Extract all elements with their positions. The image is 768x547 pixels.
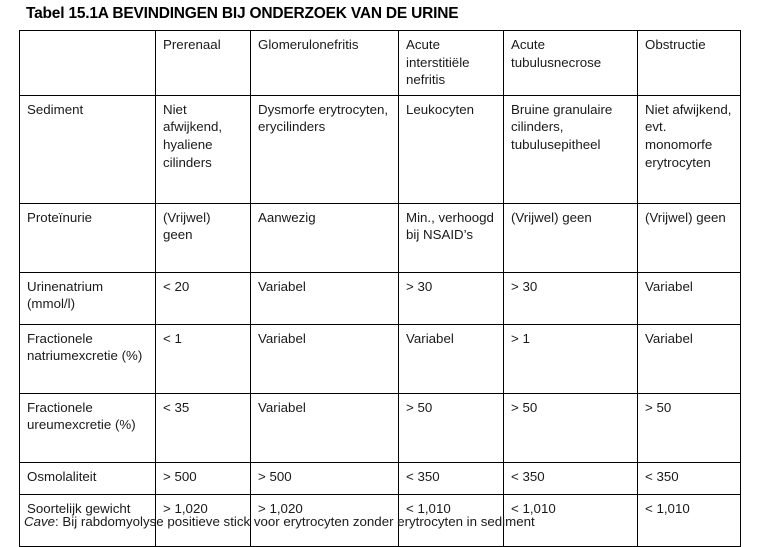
table-cell: Variabel (399, 324, 504, 393)
row-label: Sediment (20, 95, 156, 203)
table-row (20, 462, 741, 494)
urine-findings-table (19, 30, 741, 547)
table-body (20, 95, 741, 546)
table-cell: Niet afwijkend, evt. monomorfe erytrocyten (638, 95, 741, 203)
table-cell: > 500 (251, 462, 399, 494)
footnote-text: : Bij rabdomyolyse positieve stick voor erytrocyten zonder erytrocyten in sediment (55, 514, 535, 529)
row-label: Soortelijk gewicht (20, 494, 156, 546)
row-label: Osmolaliteit (20, 462, 156, 494)
column-header-acute-tubulusnecrose: Acute tubulusnecrose (504, 31, 638, 96)
column-header-prerenaal: Prerenaal (156, 31, 251, 96)
table-cell: Variabel (638, 272, 741, 324)
table-cell: < 35 (156, 393, 251, 462)
table-cell: Aanwezig (251, 203, 399, 272)
table-cell: Min., verhoogd bij NSAID’s (399, 203, 504, 272)
table-cell: < 1,010 (504, 494, 638, 546)
table-cell: Variabel (251, 324, 399, 393)
table-cell: (Vrijwel) geen (504, 203, 638, 272)
table-cell: > 50 (504, 393, 638, 462)
table-cell: (Vrijwel) geen (638, 203, 741, 272)
row-label: Urinenatrium (mmol/l) (20, 272, 156, 324)
table-footnote (24, 513, 535, 531)
column-header-acute-interstitiele-nefritis: Acute interstitiële nefritis (399, 31, 504, 96)
table-cell: Variabel (638, 324, 741, 393)
table-cell: > 1 (504, 324, 638, 393)
table-cell: > 1,020 (156, 494, 251, 546)
table-cell: (Vrijwel) geen (156, 203, 251, 272)
row-label: Fractionele ureumexcretie (%) (20, 393, 156, 462)
table-cell: > 30 (504, 272, 638, 324)
table-cell: Dysmorfe erytrocyten, erycilinders (251, 95, 399, 203)
table-cell: Niet afwijkend, hyaliene cilinders (156, 95, 251, 203)
table-cell: < 1,010 (399, 494, 504, 546)
table-row (20, 324, 741, 393)
table-header (20, 31, 741, 96)
table-cell: < 350 (399, 462, 504, 494)
row-label: Proteïnurie (20, 203, 156, 272)
table-cell: < 1 (156, 324, 251, 393)
table-row (20, 95, 741, 203)
row-label: Fractionele natriumexcretie (%) (20, 324, 156, 393)
column-header-obstructie: Obstructie (638, 31, 741, 96)
table-cell: Variabel (251, 393, 399, 462)
table-cell: Leukocyten (399, 95, 504, 203)
table-cell: Bruine granulaire cilinders, tubulusepitheel (504, 95, 638, 203)
table-cell: > 30 (399, 272, 504, 324)
column-header-glomerulonefritis: Glomerulonefritis (251, 31, 399, 96)
table-row (20, 393, 741, 462)
footnote-cave-label: Cave (24, 514, 56, 529)
table-header-row (20, 31, 741, 96)
table-row (20, 272, 741, 324)
table-cell: > 500 (156, 462, 251, 494)
table-cell: > 1,020 (251, 494, 399, 546)
table-cell: > 50 (399, 393, 504, 462)
page-title: Tabel 15.1A BEVINDINGEN BIJ ONDERZOEK VAN DE URINE (26, 5, 459, 22)
column-header-rowlabel (20, 31, 156, 96)
table-cell: < 1,010 (638, 494, 741, 546)
table-cell: < 350 (504, 462, 638, 494)
table-cell: < 350 (638, 462, 741, 494)
table-cell: < 20 (156, 272, 251, 324)
table-row (20, 203, 741, 272)
table-cell: > 50 (638, 393, 741, 462)
table-cell: Variabel (251, 272, 399, 324)
